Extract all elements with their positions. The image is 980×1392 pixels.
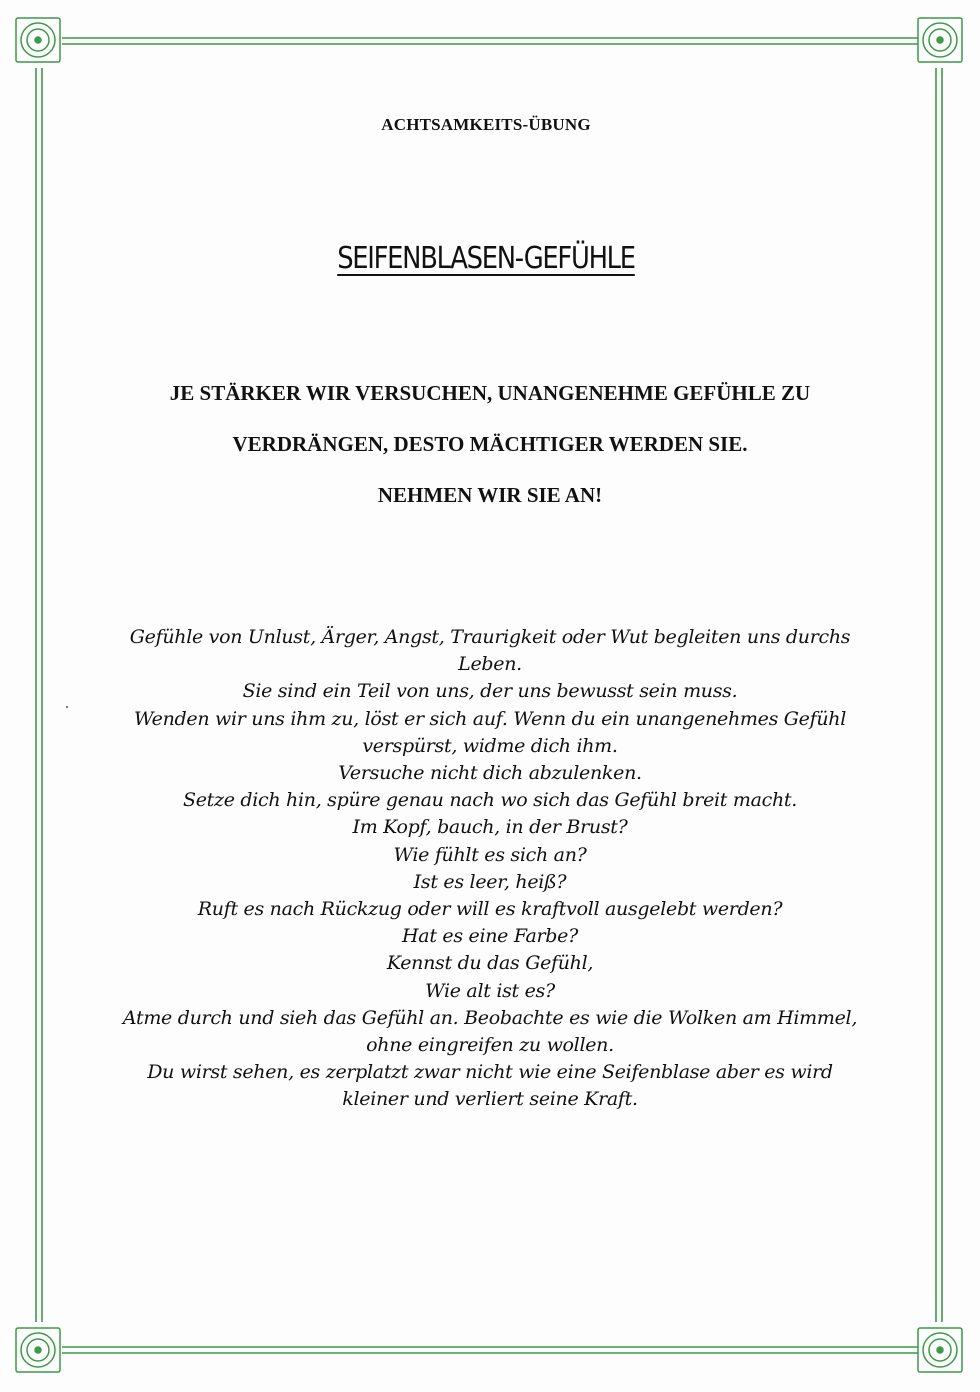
body-line: Wie fühlt es sich an?: [393, 843, 587, 866]
document-kicker: ACHTSAMKEITS-ÜBUNG: [381, 115, 591, 134]
document-title: SEIFENBLASEN-GEFÜHLE: [337, 241, 635, 276]
body-line: Atme durch und sieh das Gefühl an. Beobachte es wie die Wolken am Himmel,: [122, 1006, 858, 1029]
body-line: Wie alt ist es?: [425, 979, 555, 1002]
exercise-text: [80, 624, 900, 1114]
body-line: Du wirst sehen, es zerplatzt zwar nicht wie eine Seifenblase aber es wird: [147, 1061, 833, 1084]
motto-quote: [60, 380, 920, 533]
body-line: Setze dich hin, spüre genau nach wo sich das Gefühl breit macht.: [183, 789, 797, 812]
body-line: Im Kopf, bauch, in der Brust?: [352, 816, 628, 839]
body-line: Ist es leer, heiß?: [413, 870, 567, 893]
quote-line: NEHMEN WIR SIE AN!: [377, 483, 603, 507]
body-line: ohne eingreifen zu wollen.: [366, 1034, 614, 1057]
body-line: Wenden wir uns ihm zu, löst er sich auf. Wenn du ein unangenehmes Gefühl: [133, 707, 846, 730]
body-line: Leben.: [458, 653, 522, 676]
body-line: verspürst, widme dich ihm.: [362, 734, 618, 757]
body-line: Kennst du das Gefühl,: [386, 952, 594, 975]
body-line: Sie sind ein Teil von uns, der uns bewusst sein muss.: [242, 680, 738, 703]
paper-speck: [66, 706, 68, 708]
body-line: kleiner und verliert seine Kraft.: [342, 1088, 638, 1111]
quote-line: VERDRÄNGEN, DESTO MÄCHTIGER WERDEN SIE.: [232, 432, 748, 456]
body-line: Versuche nicht dich abzulenken.: [338, 762, 642, 785]
quote-line: JE STÄRKER WIR VERSUCHEN, UNANGENEHME GEFÜHLE ZU: [169, 381, 811, 405]
body-line: Gefühle von Unlust, Ärger, Angst, Traurigkeit oder Wut begleiten uns durchs: [129, 626, 851, 648]
body-line: Hat es eine Farbe?: [402, 925, 578, 948]
body-line: Ruft es nach Rückzug oder will es kraftvoll ausgelebt werden?: [197, 898, 783, 921]
